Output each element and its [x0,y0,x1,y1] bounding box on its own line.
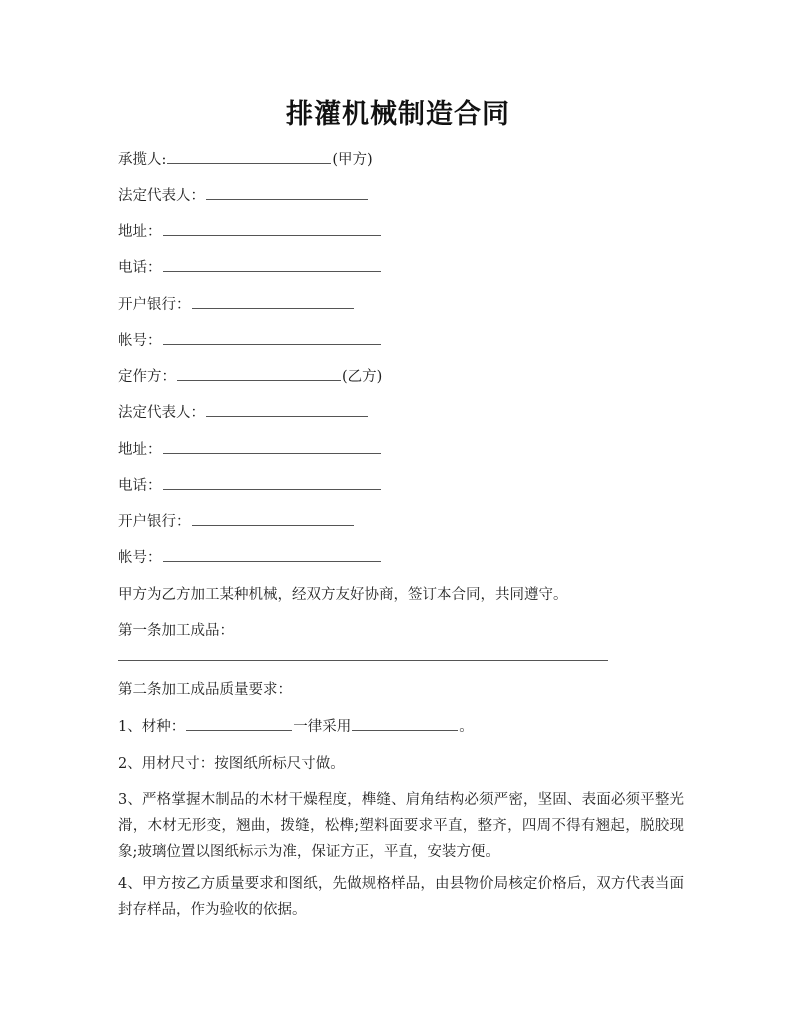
item-1-material-blank[interactable] [186,717,292,731]
party-b-rep-blank[interactable] [206,403,368,417]
orderer-line [118,367,382,387]
party-b-rep-label: 法定代表人： [118,405,205,421]
intro-text: 甲方为乙方加工某种机械，经双方友好协商，签订本合同，共同遵守。 [118,587,568,603]
party-a-account-blank[interactable] [163,331,381,345]
article-1-label: 第一条加工成品： [118,623,234,639]
party-b-bank-blank[interactable] [192,512,354,526]
party-a-rep-line [118,186,369,206]
party-a-rep-label: 法定代表人： [118,188,205,204]
item-1-middle: 一律采用 [293,719,352,735]
party-a-rep-blank[interactable] [206,186,368,200]
item-1-uniform-blank[interactable] [352,717,458,731]
item-3: 3、严格掌握木制品的木材干燥程度，榫缝、肩角结构必须严密，坚固、表面必须平整光滑，木材无形变，翘曲，拨缝，松榫;塑料面要求平直，整齐，四周不得有翘起，脱胶现象;玻璃位置以图纸标示为准，保证方正，平直，安装方便。 [118,792,684,860]
party-b-phone-line [118,476,382,496]
article-2-label: 第二条加工成品质量要求： [118,682,292,698]
party-b-account-line [118,548,382,568]
item-1-line [118,717,474,737]
party-b-bank-label: 开户银行： [118,514,191,530]
party-a-bank-blank[interactable] [192,295,354,309]
party-a-bank-label: 开户银行： [118,297,191,313]
party-a-account-label: 帐号： [118,333,162,349]
party-b-phone-blank[interactable] [163,476,381,490]
orderer-label: 定作方： [118,369,176,385]
party-b-rep-line [118,403,369,423]
item-1-prefix: 1、材种： [118,719,186,735]
party-b-account-label: 帐号： [118,550,162,566]
contractor-suffix: (甲方) [332,152,373,168]
contractor-blank[interactable] [167,150,331,164]
orderer-blank[interactable] [177,367,341,381]
party-a-phone-label: 电话： [118,260,162,276]
item-1-suffix: 。 [459,719,474,735]
party-a-address-label: 地址： [118,224,162,240]
party-b-address-label: 地址： [118,442,162,458]
page-title: 排灌机械制造合同 [286,99,510,130]
party-b-address-line [118,440,382,460]
party-a-address-line [118,222,382,242]
orderer-suffix: (乙方) [342,369,383,385]
party-a-bank-line [118,295,355,315]
party-a-phone-line [118,258,382,278]
contractor-label: 承揽人: [118,152,167,168]
item-4: 4、甲方按乙方质量要求和图纸，先做规格样品，由县物价局核定价格后，双方代表当面封存样品，作为验收的依据。 [118,876,684,918]
party-a-phone-blank[interactable] [163,258,381,272]
party-a-account-line [118,331,382,351]
party-b-phone-label: 电话： [118,478,162,494]
item-2: 2、用材尺寸：按图纸所标尺寸做。 [118,756,345,772]
article-1-blank[interactable] [118,660,608,661]
party-b-address-blank[interactable] [163,440,381,454]
party-b-account-blank[interactable] [163,548,381,562]
contractor-line [118,150,373,170]
party-b-bank-line [118,512,355,532]
party-a-address-blank[interactable] [163,222,381,236]
